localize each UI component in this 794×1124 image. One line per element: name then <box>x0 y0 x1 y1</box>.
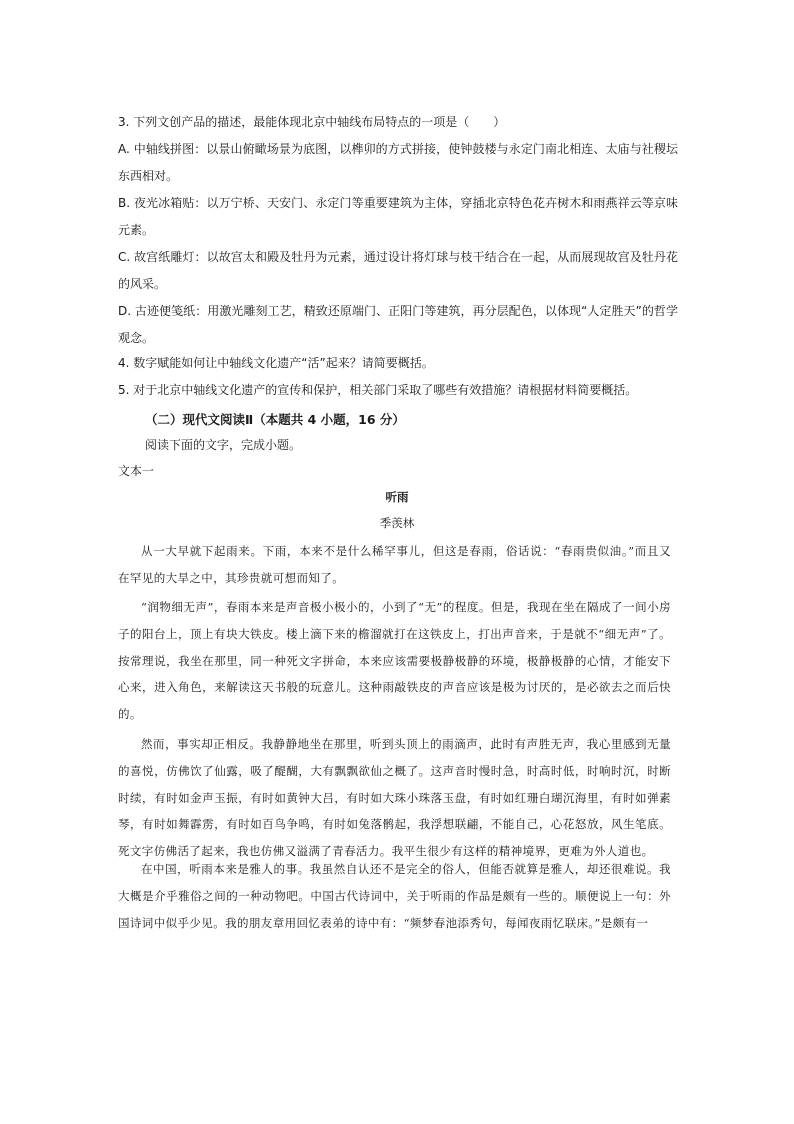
question-3-option-b: B. 夜光冰箱贴：以万宁桥、天安门、永定门等重要建筑为主体，穿插北京特色花卉树木和雨燕祥云等京味元素。 <box>118 196 678 237</box>
question-3-option-d: D. 古迹便笺纸：用激光雕刻工艺，精致还原端门、正阳门等建筑，再分层配色，以体现“人定胜天”的哲学观念。 <box>118 304 678 345</box>
essay-paragraph-1: 从一大早就下起雨来。下雨，本来不是什么稀罕事儿，但这是春雨，俗话说：“春雨贵似油。”而且又在罕见的大旱之中，其珍贵就可想而知了。 <box>118 544 671 585</box>
text-label: 文本一 <box>118 464 155 478</box>
section-heading: （二）现代文阅读Ⅱ（本题共 4 小题，16 分） <box>145 412 405 427</box>
question-5: 5. 对于北京中轴线文化遗产的宣传和保护，相关部门采取了哪些有效措施？请根据材料简要概括。 <box>118 383 638 397</box>
essay-paragraph-2: “润物细无声”，春雨本来是声音极小极小的，小到了“无”的程度。但是，我现在坐在隔成了一间小房子的阳台上，顶上有块大铁皮。楼上滴下来的檐溜就打在这铁皮上，打出声音来，于是就不“细无声”了。按常理说，我坐在那里，同一种死文字拼命，本来应该需要极静极静的环境，极静极静的心情，才能安下心来，进入角色，来解读这天书般的玩意儿。这种雨敲铁皮的声音应该是极为讨厌的，是必欲去之而后快的。 <box>118 600 671 722</box>
essay-title: 听雨 <box>385 490 409 504</box>
question-3-option-c: C. 故宫纸雕灯：以故宫太和殿及牡丹为元素，通过设计将灯球与枝干结合在一起，从而展现故宫及牡丹花的风采。 <box>118 250 678 291</box>
question-4: 4. 数字赋能如何让中轴线文化遗产“活”起来？请简要概括。 <box>118 356 434 370</box>
essay-paragraph-4: 在中国，听雨本来是雅人的事。我虽然自认还不是完全的俗人，但能否就算是雅人，却还很难说。我大概是介乎雅俗之间的一种动物吧。中国古代诗词中，关于听雨的作品是颇有一些的。顺便说上一句：外国诗词中似乎少见。我的朋友章用回忆表弟的诗中有：“频梦春池添秀句，每闻夜雨忆联床。”是颇有一 <box>118 862 671 930</box>
essay-author: 季羡林 <box>379 516 415 530</box>
question-3-stem: 3. 下列文创产品的描述，最能体现北京中轴线布局特点的一项是（ ） <box>118 115 506 129</box>
section-instruction: 阅读下面的文字，完成小题。 <box>145 438 302 452</box>
essay-paragraph-3: 然而，事实却正相反。我静静地坐在那里，听到头顶上的雨滴声，此时有声胜无声，我心里感到无量的喜悦，仿佛饮了仙露，吸了醍醐，大有飘飘欲仙之概了。这声音时慢时急，时高时低，时响时沉，时断时续，有时如金声玉振，有时如黄钟大吕，有时如大珠小珠落玉盘，有时如红珊白瑚沉海里，有时如弹素琴，有时如舞霹雳，有时如百鸟争鸣，有时如兔落鹘起，我浮想联翩，不能自己，心花怒放，风生笔底。死文字仿佛活了起来，我也仿佛又溢满了青春活力。我平生很少有这样的精神境界，更难为外人道也。 <box>118 737 671 859</box>
question-3-option-a: A. 中轴线拼图：以景山俯瞰场景为底图，以榫卯的方式拼接，使钟鼓楼与永定门南北相连、太庙与社稷坛东西相对。 <box>118 142 678 183</box>
